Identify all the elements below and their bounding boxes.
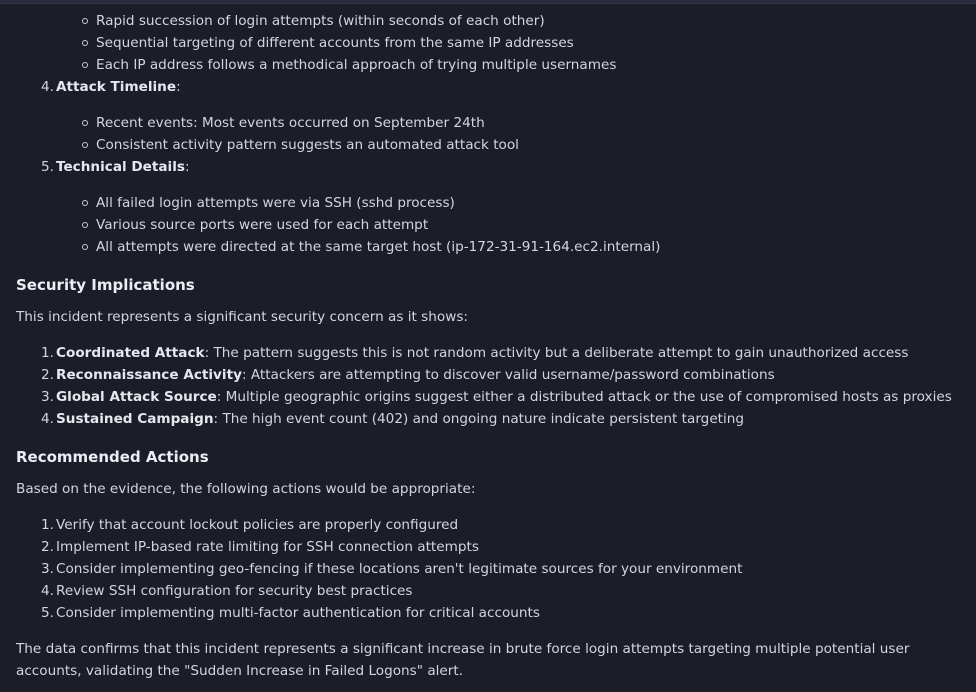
implications-list [16,342,960,430]
section-heading-security-implications: Security Implications [16,276,195,294]
list-number: 5. [41,159,54,175]
item-text: Implement IP-based rate limiting for SSH connection attempts [56,539,479,555]
item-title: Global Attack Source [56,389,217,405]
message-content [16,10,960,682]
list-item [16,514,960,536]
list-number: 4. [41,79,54,95]
list-item: Rapid succession of login attempts (within seconds of each other) [96,10,960,32]
technical-bullets [16,192,960,258]
pattern-bullets [16,10,960,76]
timeline-bullets [16,112,960,156]
list-item: Consistent activity pattern suggests an automated attack tool [96,134,960,156]
finding-title: Attack Timeline [56,79,177,95]
item-text: Review SSH configuration for security best practices [56,583,413,599]
item-text: : The pattern suggests this is not random activity but a deliberate attempt to gain unauthorized access [204,345,909,361]
list-item [16,580,960,602]
list-number: 1. [41,345,54,361]
conclusion-paragraph: The data confirms that this incident represents a significant increase in brute force login attempts targeting multiple potential user accounts, validating the "Sudden Increase in Failed Logons" alert. [16,641,910,679]
list-item: All failed login attempts were via SSH (sshd process) [96,192,960,214]
actions-list [16,514,960,624]
list-item [16,408,960,430]
list-item [16,536,960,558]
item-text: Verify that account lockout policies are properly configured [56,517,459,533]
item-title: Coordinated Attack [56,345,205,361]
section-heading-recommended-actions: Recommended Actions [16,448,209,466]
list-number: 2. [41,539,54,555]
item-title: Reconnaissance Activity [56,367,242,383]
finding-technical-details [16,156,960,178]
list-item [16,602,960,624]
list-item: Recent events: Most events occurred on September 24th [96,112,960,134]
item-text: : Multiple geographic origins suggest either a distributed attack or the use of compromised hosts as proxies [216,389,952,405]
list-item: Various source ports were used for each attempt [96,214,960,236]
item-text: : The high event count (402) and ongoing nature indicate persistent targeting [213,411,745,427]
list-item [16,364,960,386]
list-item [16,386,960,408]
top-divider [0,0,976,4]
item-text: : Attackers are attempting to discover valid username/password combinations [241,367,775,383]
list-number: 1. [41,517,54,533]
list-number: 4. [41,583,54,599]
list-number: 2. [41,367,54,383]
list-item: Sequential targeting of different accounts from the same IP addresses [96,32,960,54]
item-text: Consider implementing multi-factor authentication for critical accounts [56,605,540,621]
list-item: All attempts were directed at the same target host (ip-172-31-91-164.ec2.internal) [96,236,960,258]
item-title: Sustained Campaign [56,411,214,427]
item-text: Consider implementing geo-fencing if these locations aren't legitimate sources for your environment [56,561,743,577]
actions-intro: Based on the evidence, the following actions would be appropriate: [16,481,476,497]
finding-title: Technical Details [56,159,185,175]
implications-intro: This incident represents a significant security concern as it shows: [16,309,468,325]
list-number: 4. [41,411,54,427]
list-number: 3. [41,389,54,405]
list-item [16,558,960,580]
finding-suffix: : [184,159,190,175]
finding-suffix: : [176,79,181,95]
list-item [16,342,960,364]
list-number: 3. [41,561,54,577]
list-item: Each IP address follows a methodical approach of trying multiple usernames [96,54,960,76]
finding-attack-timeline [16,76,960,98]
list-number: 5. [41,605,54,621]
